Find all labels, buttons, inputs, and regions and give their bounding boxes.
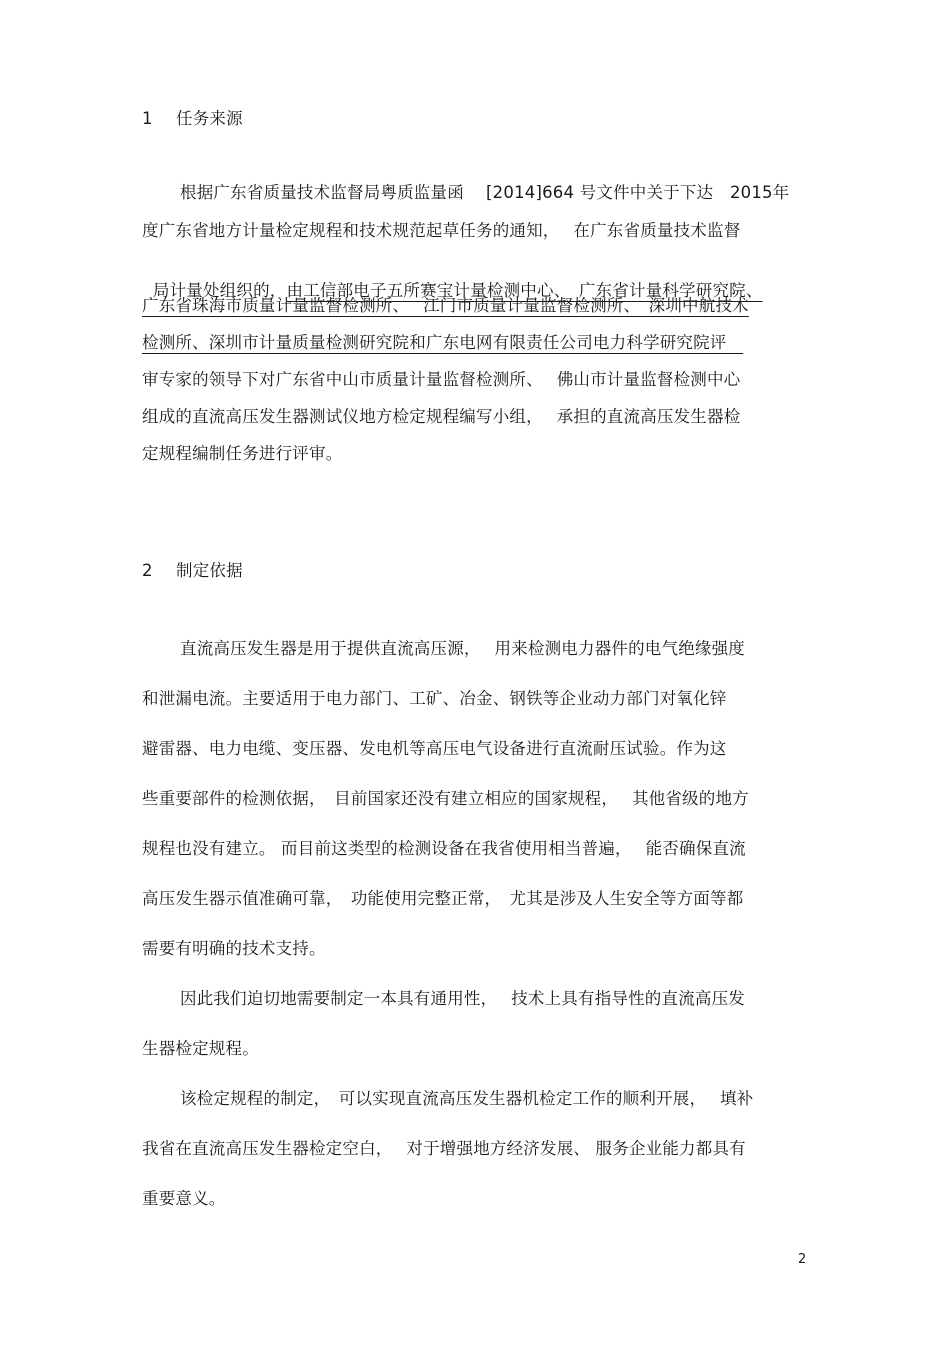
paragraph-line: 高压发生器示值准确可靠， 功能使用完整正常， 尤其是涉及人生安全等方面等都 — [142, 889, 744, 908]
paragraph-line: 重要意义。 — [142, 1189, 226, 1208]
paragraph-line: 直流高压发生器是用于提供直流高压源， 用来检测电力器件的电气绝缘强度 — [180, 639, 745, 658]
section-2-title: 制定依据 — [176, 561, 243, 580]
paragraph-text: 局计量处组织的， — [152, 281, 287, 300]
paragraph-line: 生器检定规程。 — [142, 1039, 259, 1058]
section-1-title: 任务来源 — [176, 109, 243, 128]
paragraph-line: 因此我们迫切地需要制定一本具有通用性， 技术上具有指导性的直流高压发 — [180, 989, 745, 1008]
paragraph-line: 根据广东省质量技术监督局粤质监量函 [2014]664 号文件中关于下达 2015年 — [180, 183, 790, 202]
paragraph-line: 审专家的领导下对广东省中山市质量计量监督检测所、 佛山市计量监督检测中心 — [142, 370, 741, 389]
section-1-number: 1 — [142, 109, 153, 128]
underlined-text: 由工信部电子五所赛宝计量检测中心、 广东省计量科学研究院、 — [286, 281, 763, 300]
paragraph-line: 些重要部件的检测依据， 目前国家还没有建立相应的国家规程， 其他省级的地方 — [142, 789, 749, 808]
underlined-line: 广东省珠海市质量计量监督检测所、 江门市质量计量监督检测所、 深圳中航技术 — [142, 296, 749, 315]
underlined-line: 检测所、深圳市计量质量检测研究院和广东电网有限责任公司电力科学研究院评 — [142, 333, 744, 352]
paragraph-line: 度广东省地方计量检定规程和技术规范起草任务的通知， 在广东省质量技术监督 — [142, 221, 741, 240]
paragraph-line: 规程也没有建立。 而目前这类型的检测设备在我省使用相当普遍， 能否确保直流 — [142, 839, 746, 858]
paragraph-line: 定规程编制任务进行评审。 — [142, 444, 343, 463]
section-2-number: 2 — [142, 561, 153, 580]
paragraph-line: 该检定规程的制定， 可以实现直流高压发生器机检定工作的顺利开展， 填补 — [180, 1089, 754, 1108]
paragraph-line: 避雷器、电力电缆、变压器、发电机等高压电气设备进行直流耐压试验。作为这 — [142, 739, 727, 758]
paragraph-line: 组成的直流高压发生器测试仪地方检定规程编写小组， 承担的直流高压发生器检 — [142, 407, 741, 426]
paragraph-line: 需要有明确的技术支持。 — [142, 939, 326, 958]
page-number: 2 — [798, 1252, 807, 1267]
paragraph-line: 和泄漏电流。主要适用于电力部门、工矿、冶金、钢铁等企业动力部门对氧化锌 — [142, 689, 727, 708]
paragraph-line: 我省在直流高压发生器检定空白， 对于增强地方经济发展、 服务企业能力都具有 — [142, 1139, 746, 1158]
